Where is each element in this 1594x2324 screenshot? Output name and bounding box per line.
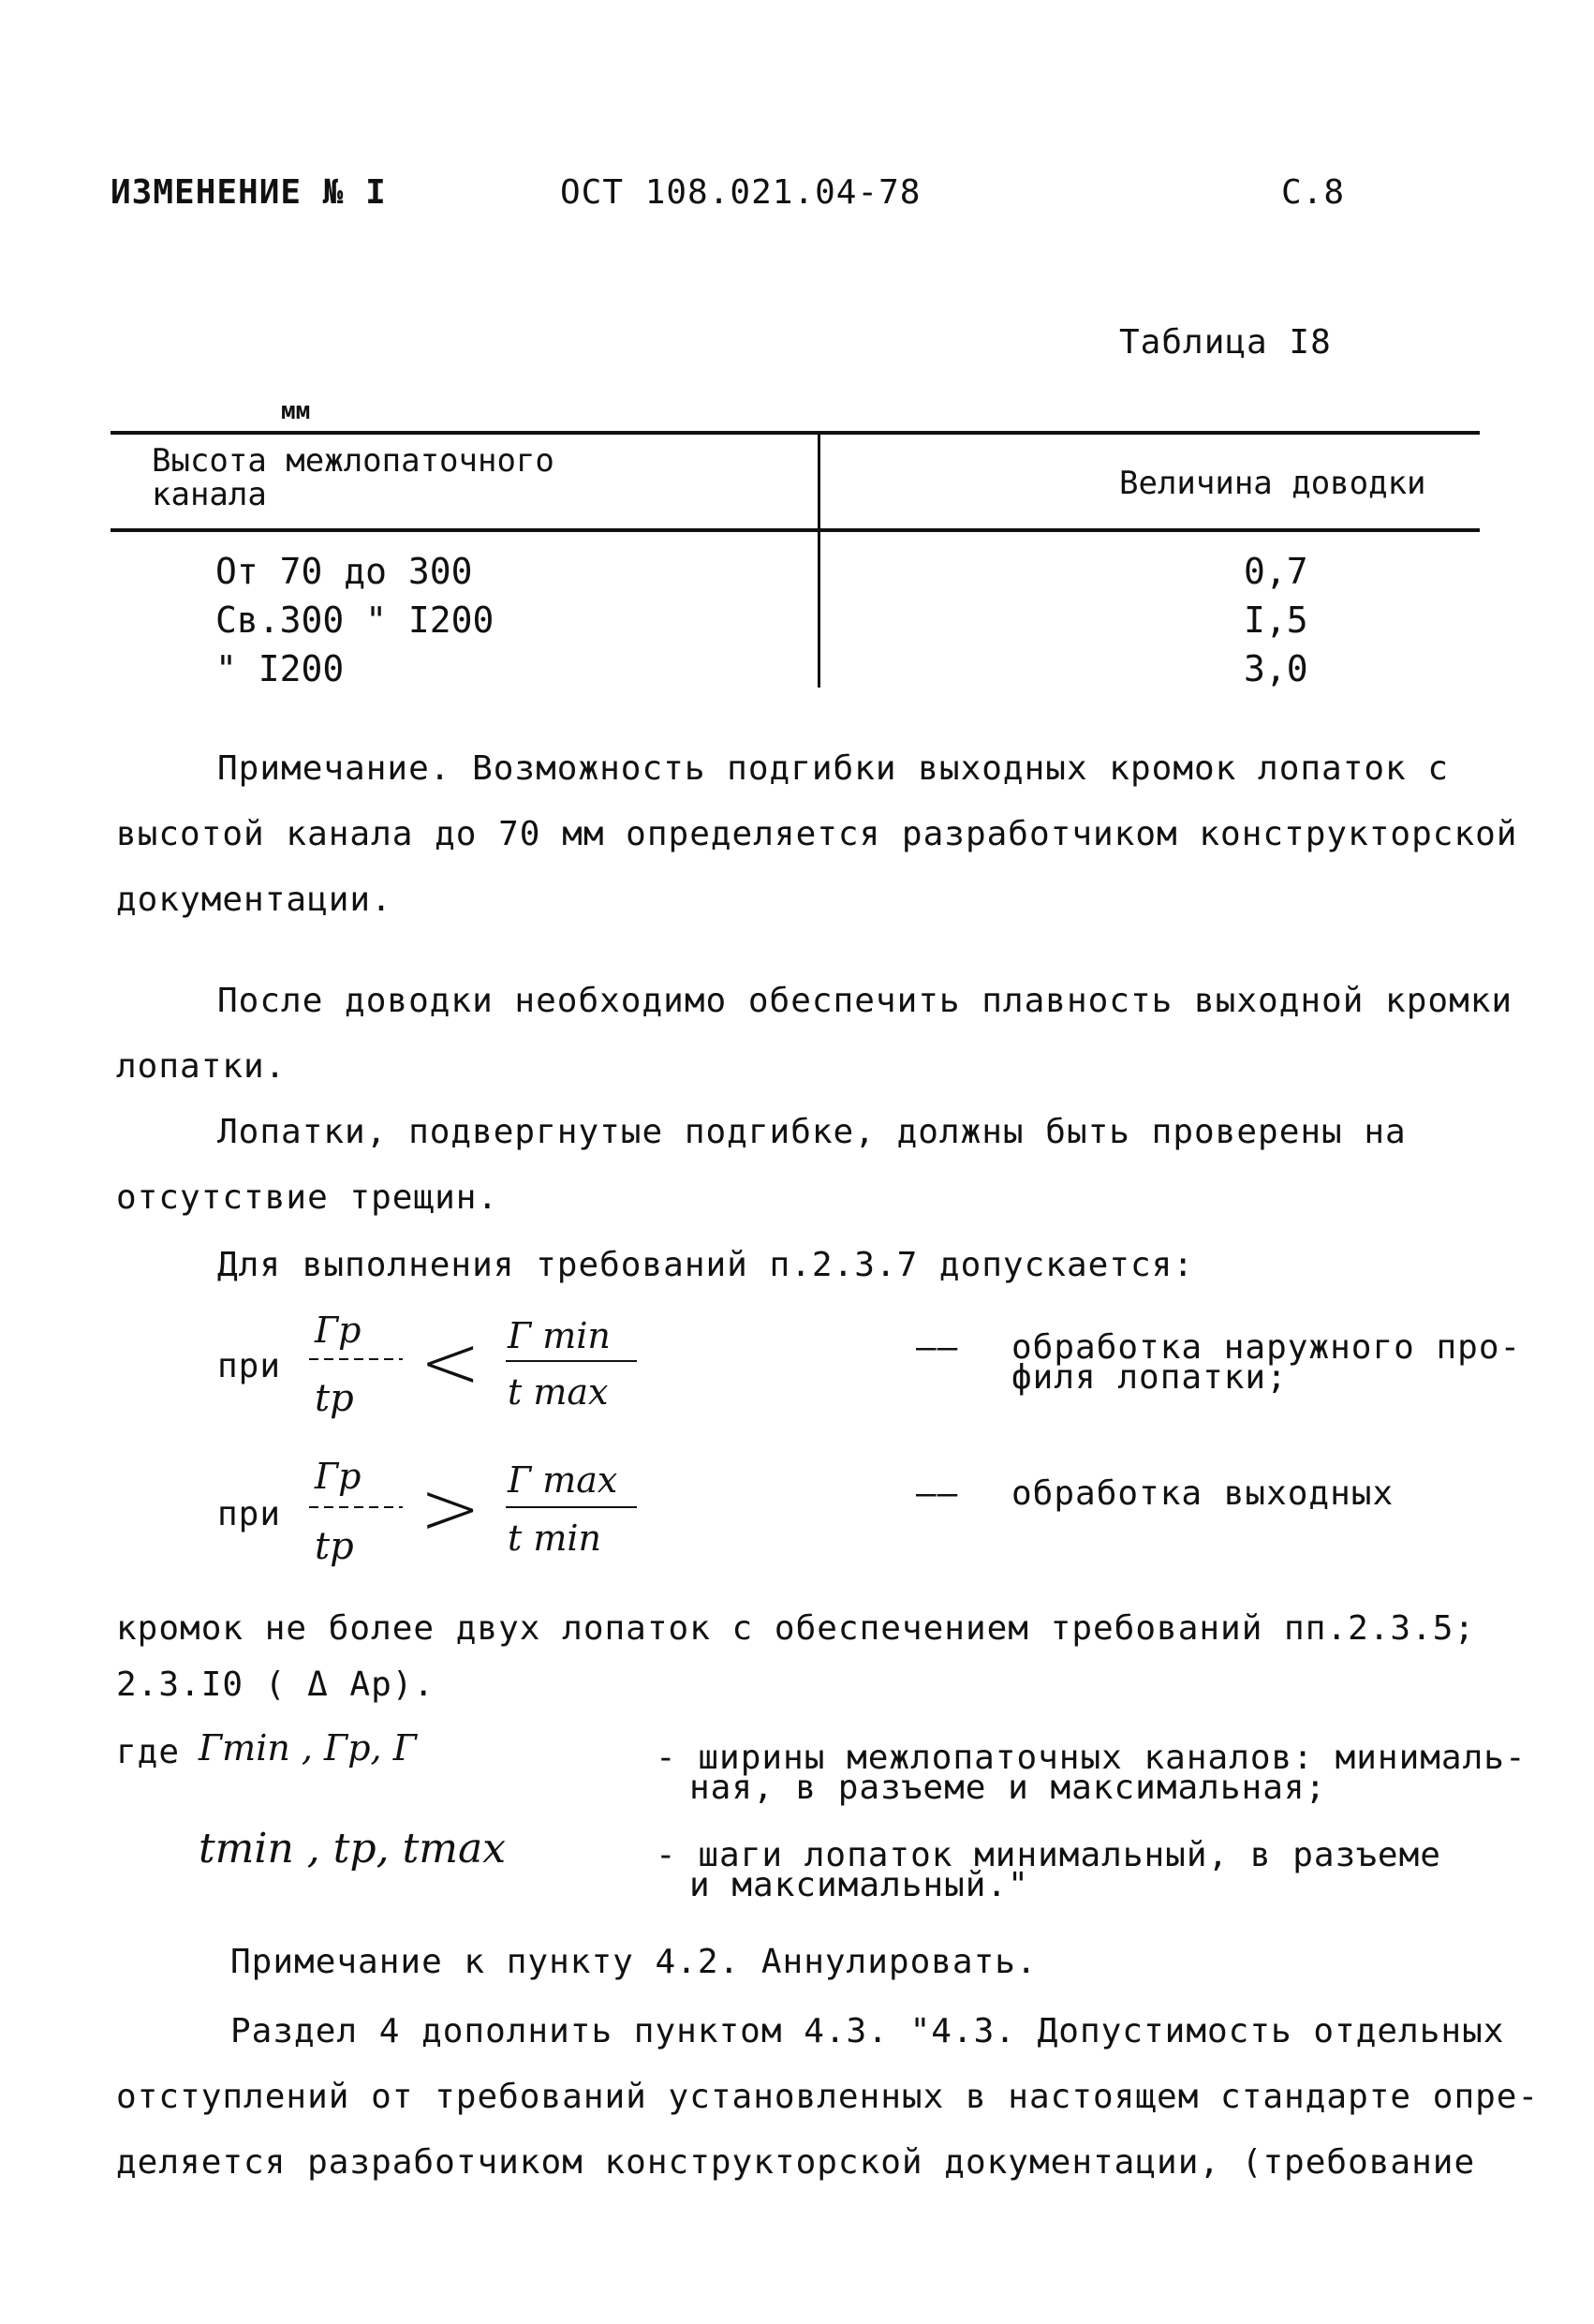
para2-line2: отсутствие трещин.: [116, 1178, 499, 1217]
change-number: ИЗМЕНЕНИЕ № I: [111, 173, 387, 212]
page-number: С.8: [1281, 173, 1346, 212]
formula2-desc: обработка выходных: [1011, 1474, 1395, 1513]
table-unit: мм: [281, 397, 311, 425]
table-col1-header: Высота межлопаточного канала: [152, 442, 554, 513]
formula1-pri: при: [217, 1347, 282, 1385]
formula2-numerator: Гр: [315, 1456, 362, 1497]
final-line3: деляется разработчиком конструкторской документации, (требование: [116, 2143, 1476, 2182]
where-label: где: [116, 1733, 181, 1771]
formula2-pri: при: [217, 1495, 282, 1533]
final-line2: отступлений от требований установленных в настоящем стандарте опре-: [116, 2078, 1540, 2116]
t-symbols: tmin , tр, tmax: [199, 1825, 507, 1873]
table-column-divider: [818, 433, 820, 688]
para1-line1: После доводки необходимо обеспечить плавность выходной кромки: [217, 982, 1513, 1020]
t-desc-line2: и максимальный.": [689, 1866, 1029, 1904]
para3-line: Для выполнения требований п.2.3.7 допускается:: [217, 1246, 1194, 1284]
formula1-fraction-bar: [309, 1358, 403, 1360]
table-row-1-range: От 70 до 300: [215, 551, 473, 592]
formula2-sign: >: [420, 1467, 481, 1551]
note1-line1: Примечание. Возможность подгибки выходных кромок лопаток с: [217, 749, 1450, 788]
where-desc-line1: - ширины межлопаточных каналов: минималь-: [656, 1739, 1527, 1777]
formula1-desc-line1: обработка наружного про-: [1011, 1328, 1522, 1367]
formula1-denominator: tр: [315, 1377, 354, 1420]
table-header-rule: [111, 528, 1480, 532]
table-row-2-range: Св.300 " I200: [215, 600, 494, 641]
table-row-1-value: 0,7: [1244, 551, 1308, 592]
note1-line3: документации.: [116, 881, 392, 919]
formula1-dash: ——: [916, 1328, 959, 1367]
formula1-numerator: Гр: [315, 1310, 362, 1351]
formula2-dash: ——: [916, 1474, 959, 1513]
standard-code: ОСТ 108.021.04-78: [560, 173, 922, 212]
table-col2-header: Величина доводки: [1119, 465, 1426, 502]
formula1-sign: <: [420, 1321, 481, 1405]
final-line1: Раздел 4 дополнить пунктом 4.3. "4.3. Допустимость отдельных: [230, 2012, 1505, 2050]
formula1-right-numerator: Г min: [508, 1315, 611, 1356]
after-line2: 2.3.I0 ( Δ Ар).: [116, 1665, 435, 1704]
para2-line1: Лопатки, подвергнутые подгибке, должны быть проверены на: [217, 1113, 1407, 1151]
note2: Примечание к пункту 4.2. Аннулировать.: [230, 1943, 1038, 1981]
formula1-right-bar: [506, 1360, 637, 1362]
table-row-2-value: I,5: [1244, 600, 1308, 641]
where-desc-line2: ная, в разъеме и максимальная;: [689, 1769, 1327, 1807]
table-row-3-value: 3,0: [1244, 648, 1308, 689]
formula1-desc-line2: филя лопатки;: [1011, 1358, 1288, 1397]
formula2-right-numerator: Г max: [508, 1459, 618, 1501]
t-desc-line1: - шаги лопаток минимальный, в разъеме: [656, 1836, 1441, 1874]
note1-line2: высотой канала до 70 мм определяется разработчиком конструкторской: [116, 815, 1518, 853]
formula2-right-denominator: t min: [508, 1517, 602, 1559]
table-top-rule: [111, 431, 1480, 435]
formula2-denominator: tр: [315, 1525, 354, 1568]
formula1-right-denominator: t max: [508, 1371, 609, 1413]
formula2-right-bar: [506, 1506, 637, 1508]
table-caption: Таблица I8: [1119, 323, 1332, 362]
table-row-3-range: " I200: [215, 648, 345, 689]
formula2-fraction-bar: [309, 1506, 403, 1508]
after-line1: кромок не более двух лопаток с обеспечением требований пп.2.3.5;: [116, 1609, 1476, 1648]
where-symbols: Гmin , Гр, Г: [199, 1727, 417, 1769]
para1-line2: лопатки.: [116, 1047, 287, 1086]
